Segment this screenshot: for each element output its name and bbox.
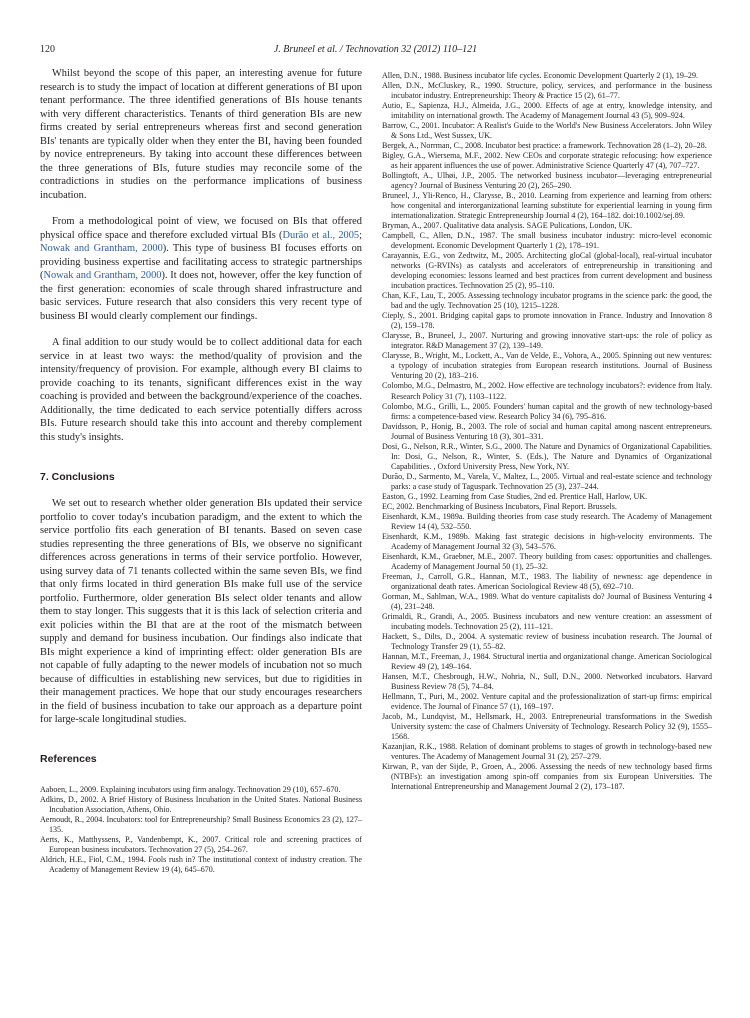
- reference-list-right: [382, 71, 712, 792]
- reference-entry: Bigley, G.A., Wiersema, M.F., 2002. New CEOs and corporate strategic refocusing: how experience as heir apparent influences the use of power. Administrative Science Quarterly 47 (4), 707–727.: [382, 151, 712, 171]
- reference-entry: Hellmann, T., Puri, M., 2002. Venture capital and the professionalization of start-up firms: empirical evidence. The Journal of Finance 57 (1), 169–197.: [382, 691, 712, 711]
- reference-entry: Eisenhardt, K.M., Graebner, M.E., 2007. Theory building from cases: opportunities and challenges. Academy of Management Journal 50 (1), 25–32.: [382, 551, 712, 571]
- reference-entry: Colombo, M.G., Grilli, L., 2005. Founders' human capital and the growth of new technology-based firms: a competence-based view. Research Policy 34 (6), 795–816.: [382, 401, 712, 421]
- reference-entry: Hansen, M.T., Chesbrough, H.W., Nohria, N., Sull, D.N., 2000. Networked incubators. Harvard Business Review 78 (5), 74–84.: [382, 671, 712, 691]
- citation-link[interactable]: Nowak and Grantham, 2000: [43, 270, 162, 281]
- reference-entry: Durão, D., Sarmento, M., Varela, V., Maltez, L., 2005. Virtual and real-estate science and technology parks: a case study of Taguspark. Technovation 25 (3), 237–244.: [382, 471, 712, 491]
- right-column: [382, 71, 712, 792]
- paragraph-text: ). This type of business BI focuses efforts on providing business expertise and facilitating access to strategic partnerships (: [40, 243, 362, 281]
- section-heading-conclusions: 7. Conclusions: [40, 471, 115, 483]
- body-paragraph-location: Whilst beyond the scope of this paper, an interesting avenue for future research is to study the impact of location at different generations of BI upon tenant performance. The three identified generations of BIs house tenants with very different characteristics. Tenants of third generation BIs are new firms created by serial entrepreneurs whereas first and second generation BIs' tenants are typically older when they enter the BI, having been founded by novice entrepreneurs. By taking into account these differences between the three generations of BIs, future studies may reconcile some of the contradictions in studies on the performance implications of business incubation.: [40, 68, 362, 201]
- reference-entry: Bergek, A., Norrman, C., 2008. Incubator best practice: a framework. Technovation 28 (1–2), 20–28.: [382, 141, 707, 151]
- reference-entry: Colombo, M.G., Delmastro, M., 2002. How effective are technology incubators?: evidence from Italy. Research Policy 31 (7), 1103–1122.: [382, 381, 712, 401]
- left-column: [40, 67, 362, 875]
- reference-entry: Aaboen, L., 2009. Explaining incubators using firm analogy. Technovation 29 (10), 657–670.: [40, 784, 341, 794]
- citation-separator: ;: [359, 229, 363, 241]
- reference-entry: Eisenhardt, K.M., 1989a. Building theories from case study research. The Academy of Management Review 14 (4), 532–550.: [382, 511, 712, 531]
- page-number: 120: [40, 44, 55, 55]
- reference-entry: EC, 2002. Benchmarking of Business Incubators, Final Report. Brussels.: [382, 501, 617, 511]
- reference-entry: Easton, G., 1992. Learning from Case Studies, 2nd ed. Prentice Hall, Harlow, UK.: [382, 491, 648, 501]
- running-header: [40, 44, 711, 58]
- reference-entry: Kazanjian, R.K., 1988. Relation of dominant problems to stages of growth in technology-based new ventures. The Academy of Management Journal 31 (2), 257–279.: [382, 742, 712, 762]
- reference-entry: Eisenhardt, K.M., 1989b. Making fast strategic decisions in high-velocity environments. The Academy of Management Journal 32 (3), 543–576.: [382, 531, 712, 551]
- reference-entry: Chan, K.F., Lau, T., 2005. Assessing technology incubator programs in the science park: the good, the bad and the ugly. Technovation 25 (10), 1215–1228.: [382, 291, 712, 311]
- reference-entry: Kirwan, P., van der Sijde, P., Groen, A., 2006. Assessing the needs of new technology based firms (NTBFs): an investigation among spin-off companies from six European Universities. The International Entrepreneurship and Management Journal 2 (2), 173–187.: [382, 762, 712, 792]
- citation-link[interactable]: Durão et al., 2005: [282, 229, 360, 241]
- reference-entry: Aerts, K., Matthyssens, P., Vandenbempt, K., 2007. Critical role and screening practices of European business incubators. Technovation 27 (5), 254–267.: [40, 834, 362, 854]
- reference-entry: Carayannis, E.G., von Zedtwitz, M., 2005. Architecting gloCal (global-local), real-virtual incubator networks (G-RVINs) as catalysts and accelerators of entrepreneurship in transitioning and developing economies: lessons learned and best practices from current development and business incubation practices. Technovation 25 (2), 95–110.: [382, 251, 712, 291]
- conclusions-paragraph: We set out to research whether older generation BIs updated their service portfolio to cover today's incubation paradigm, and the extent to which the service portfolio fits each generation of BI tenants. Based on seven case studies representing the three generations of BIs, we observe no significant differences across generations in terms of their service portfolio. However, using survey data of 71 tenants collected within the same seven BIs, we find that only firms located in third generation BIs make full use of the service portfolio. Furthermore, older generation BIs select older tenants and allow them to stay longer. This suggests that it is this lack of selection criteria and exit policies within the BI that are at the root of the mismatch between supply and demand for business incubation. Our findings also indicate that BIs might experience a kind of imprinting effect: older generation BIs are not capable of fully adapting to the newer models of incubation not so much because of difficulties in establishing new services, but due to rigidities in their management practices. We hope that our study encourages researchers in the field of business incubation to take our approach as a departure point for large-scale longitudinal studies.: [40, 498, 362, 725]
- paragraph-text: From a methodological point of view, we focused on BIs that offered physical office space and therefore excluded virtual BIs (: [40, 216, 362, 241]
- body-paragraph-methodology: [40, 215, 362, 323]
- reference-entry: Davidsson, P., Honig, B., 2003. The role of social and human capital among nascent entrepreneurs. Journal of Business Venturing 18 (3), 301–331.: [382, 421, 712, 441]
- reference-list-left: [40, 785, 362, 875]
- reference-entry: Aldrich, H.E., Fiol, C.M., 1994. Fools rush in? The institutional context of industry creation. The Academy of Management Review 19 (4), 645–670.: [40, 854, 362, 874]
- reference-entry: Grimaldi, R., Grandi, A., 2005. Business incubators and new venture creation: an assessment of incubating models. Technovation 25 (2), 111–121.: [382, 611, 712, 631]
- reference-entry: Dosi, G., Nelson, R.R., Winter, S.G., 2000. The Nature and Dynamics of Organizational Capabilities. In: Dosi, G., Nelson, R., Winter, S. (Eds.), The Nature and Dynamics of Organizational Capabilities. , Oxford University Press, New York, NY.: [382, 441, 712, 471]
- reference-entry: Jacob, M., Lundqvist, M., Hellsmark, H., 2003. Entrepreneurial transformations in the Swedish University system: the case of Chalmers University of Technology. Research Policy 32 (9), 1555–1568.: [382, 712, 712, 742]
- reference-entry: Allen, D.N., 1988. Business incubator life cycles. Economic Development Quarterly 2 (1), 19–29.: [382, 71, 698, 80]
- reference-entry: Bollingtoft, A., Ulhøi, J.P., 2005. The networked business incubator—leveraging entrepreneurial agency? Journal of Business Venturing 20 (2), 265–290.: [382, 171, 712, 191]
- reference-entry: Clarysse, B., Bruneel, J., 2007. Nurturing and growing innovative start-ups: the role of policy as integrator. R&D Management 37 (2), 139–149.: [382, 331, 712, 351]
- reference-entry: Barrow, C., 2001. Incubator: A Realist's Guide to the World's New Business Accelerators. John Wiley & Sons Ltd., West Sussex, UK.: [382, 121, 712, 141]
- reference-entry: Campbell, C., Allen, D.N., 1987. The small business incubator industry: micro-level economic development. Economic Development Quarterly 1 (2), 178–191.: [382, 231, 712, 251]
- citation-link[interactable]: Nowak and Grantham, 2000: [40, 243, 163, 254]
- references-heading: References: [40, 752, 97, 765]
- reference-entry: Autio, E., Sapienza, H.J., Almeida, J.G., 2000. Effects of age at entry, knowledge intensity, and imitability on international growth. The Academy of Management Journal 43 (5), 909–924.: [382, 101, 712, 121]
- reference-entry: Bruneel, J., Yli-Renco, H., Clarysse, B., 2010. Learning from experience and learning from others: how congenital and interorganizational learning substitute for experiential learning in young firm internationalization. Strategic Entrepreneurship Journal 4 (2), 164–182. doi:10.1002/sej.89.: [382, 191, 712, 221]
- reference-entry: Freeman, J., Carroll, G.R., Hannan, M.T., 1983. The liability of newness: age dependence in organizational death rates. American Sociological Review 48 (5), 692–710.: [382, 571, 712, 591]
- reference-entry: Allen, D.N., McCluskey, R., 1990. Structure, policy, services, and performance in the business incubator industry. Entrepreneurship: Theory & Practice 15 (2), 61–77.: [382, 81, 712, 101]
- paragraph-text: ). It does not, however, offer the key function of the first generation: economies of scale through shared infrastructure and basic services. Future research that also considers this very recent type of business BI would clearly complement our findings.: [40, 270, 363, 322]
- reference-entry: Aernoudt, R., 2004. Incubators: tool for Entrepreneurship? Small Business Economics 23 (2), 127–135.: [40, 814, 362, 834]
- reference-entry: Hannan, M.T., Freeman, J., 1984. Structural inertia and organizational change. American Sociological Review 49 (2), 149–164.: [382, 651, 712, 671]
- reference-entry: Clarysse, B., Wright, M., Lockett, A., Van de Velde, E., Vohora, A., 2005. Spinning out new ventures: a typology of incubation strategies from European research institutions. Journal of Business Venturing 20 (2), 183–216.: [382, 351, 712, 381]
- reference-entry: Cieply, S., 2001. Bridging capital gaps to promote innovation in France. Industry and Innovation 8 (2), 159–178.: [382, 311, 712, 331]
- body-paragraph-future-data: A final addition to our study would be to collect additional data for each service in at least two ways: the method/quality of provision and the intensity/frequency of provision. For example, although every BI claims to provide coaching to its tenants, significant differences exist in the way coaching is provided and between the background/experience of the coaches. Additionally, the time dedicated to each service potentially differs across BIs. Future research should take this into account and thereby complement this study's insights.: [40, 337, 362, 443]
- journal-citation-line: J. Bruneel et al. / Technovation 32 (2012) 110–121: [273, 44, 478, 55]
- reference-entry: Gorman, M., Sahlman, W.A., 1989. What do venture capitalists do? Journal of Business Venturing 4 (4), 231–248.: [382, 591, 712, 611]
- reference-entry: Bryman, A., 2007. Qualitative data analysis. SAGE Pulications, London, UK.: [382, 221, 633, 231]
- reference-entry: Adkins, D., 2002. A Brief History of Business Incubation in the United States. National Business Incubation Association, Athens, Ohio.: [40, 794, 362, 814]
- reference-entry: Hackett, S., Dilts, D., 2004. A systematic review of business incubation research. The Journal of Technology Transfer 29 (1), 55–82.: [382, 631, 712, 651]
